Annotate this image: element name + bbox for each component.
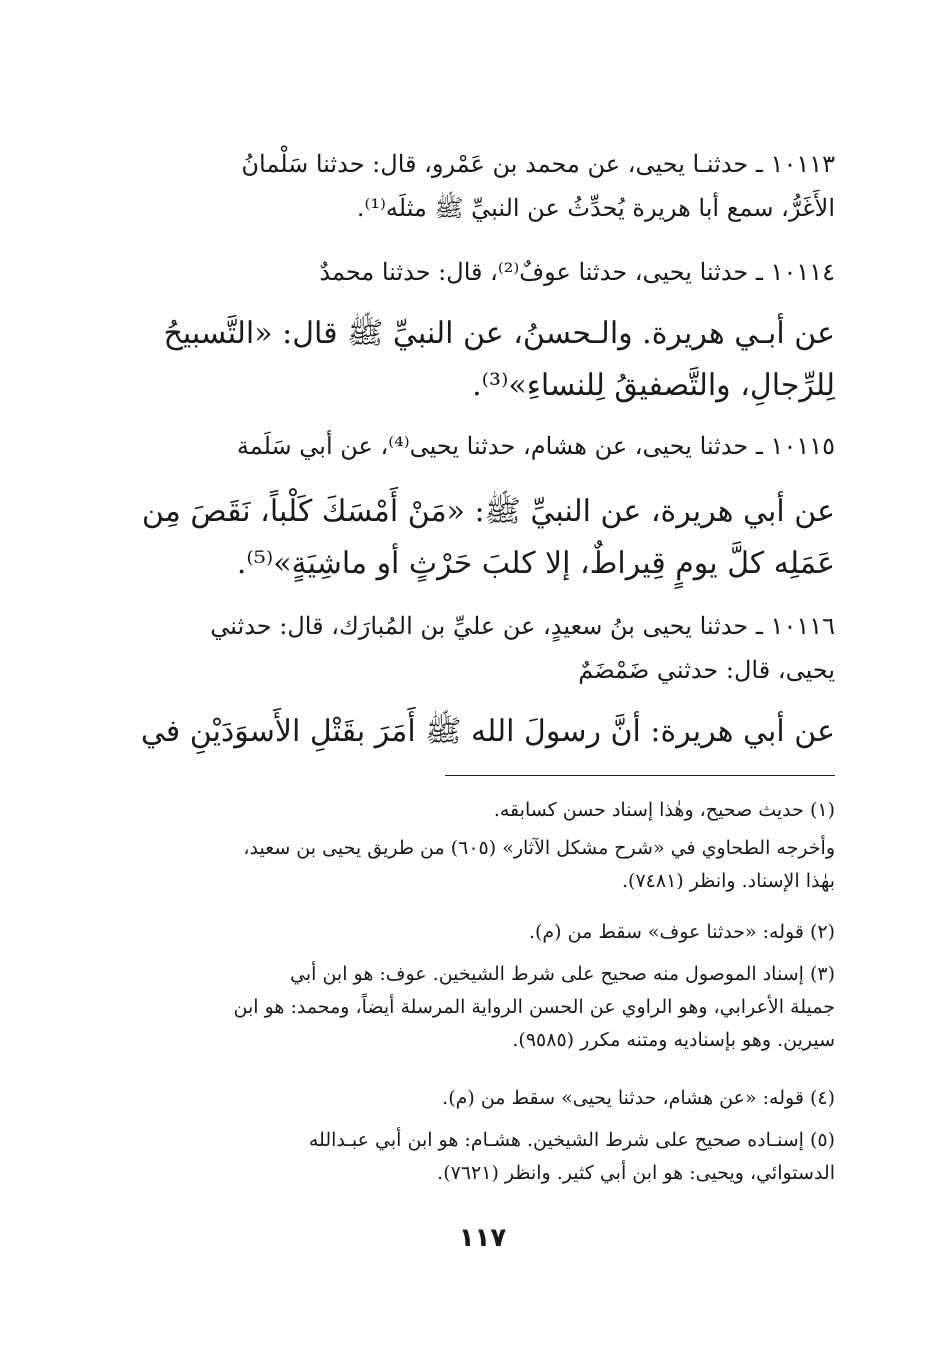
- footnote-line: (١) حديث صحيح، وهٰذا إسناد حسن كسابقه.: [493, 799, 835, 821]
- text-line: الأَغَرُّ، سمع أبا هريرة يُحدِّثُ عن النبيِّ ﷺ مثلَه⁽¹⁾.: [356, 194, 835, 222]
- footnote-line: الدستوائي، ويحيى: هو ابن أبي كثير. وانظر (٧٦٢١).: [437, 1162, 835, 1184]
- hadith-10116-isnad: [130, 604, 835, 692]
- hadith-10116-matn: [130, 706, 835, 758]
- footnote-line: (٤) قوله: «عن هشام، حدثنا يحيى» سقط من (م).: [442, 1087, 835, 1109]
- text-line: عن أبي هريرة: أنَّ رسولَ الله ﷺ أَمَرَ بقَتْلِ الأَسوَدَيْنِ في: [140, 714, 835, 749]
- footnote-5: [130, 1124, 835, 1190]
- hadith-10113-isnad: [130, 142, 835, 230]
- footnote-1: [130, 794, 835, 827]
- text-line: ١٠١١٦ ـ حدثنا يحيى بنُ سعيدٍ، عن عليِّ بن المُبارَك، قال: حدثني: [210, 612, 835, 640]
- hadith-10115-matn: [130, 486, 835, 590]
- footnote-line: (٥) إسنـاده صحيح على شرط الشيخين. هشـام: هو ابن أبي عبـدالله: [308, 1129, 835, 1151]
- hadith-10114-isnad: [130, 250, 835, 294]
- footnote-line: جميلة الأعرابي، وهو الراوي عن الحسن الرواية المرسلة أيضاً، ومحمد: هو ابن: [233, 996, 835, 1018]
- hadith-10114-matn: [130, 308, 835, 412]
- text-line: عن أبـي هريرة. والـحسنُ، عن النبيِّ ﷺ قال: «التَّسبيحُ: [163, 316, 835, 351]
- text-line: ١٠١١٥ ـ حدثنا يحيى، عن هشام، حدثنا يحيى⁽⁴⁾، عن أبي سَلَمة: [236, 432, 835, 460]
- footnote-line: سيرين. وهو بإسناديه ومتنه مكرر (٩٥٨٥).: [512, 1029, 835, 1051]
- footnote-line: بهٰذا الإسناد. وانظر (٧٤٨١).: [622, 870, 835, 892]
- footnote-line: (٢) قوله: «حدثنا عوف» سقط من (م).: [528, 921, 835, 943]
- text-line: يحيى، قال: حدثني ضَمْضَمٌ: [578, 656, 835, 684]
- footnote-line: وأخرجه الطحاوي في «شرح مشكل الآثار» (٦٠٥) من طريق يحيى بن سعيد،: [243, 837, 835, 859]
- text-line: لِلرِّجالِ، والتَّصفيقُ لِلنساءِ»⁽³⁾.: [472, 368, 835, 403]
- footnote-3: [130, 958, 835, 1057]
- text-line: ١٠١١٣ ـ حدثنـا يحيى، عن محمد بن عَمْرو، قال: حدثنا سَلْمانُ: [241, 150, 835, 178]
- footnote-1-continued: [130, 832, 835, 898]
- text-line: ١٠١١٤ ـ حدثنا يحيى، حدثنا عوفٌ⁽²⁾، قال: حدثنا محمدٌ: [319, 258, 835, 286]
- text-line: عن أبي هريرة، عن النبيِّ ﷺ: «مَنْ أَمْسَكَ كَلْباً، نَقَصَ مِن: [141, 494, 835, 529]
- book-page: [130, 0, 835, 1364]
- footnote-2: [130, 916, 835, 949]
- page-number: ١١٧: [458, 1223, 507, 1253]
- footnote-4: [130, 1082, 835, 1115]
- text-line: عَمَلِه كلَّ يومٍ قِيراطٌ، إلا كلبَ حَرْثٍ أو ماشِيَةٍ»⁽⁵⁾.: [236, 546, 835, 581]
- hadith-10115-isnad: [130, 424, 835, 468]
- footnote-divider: [445, 775, 835, 776]
- footnote-line: (٣) إسناد الموصول منه صحيح على شرط الشيخين. عوف: هو ابن أبي: [290, 963, 835, 985]
